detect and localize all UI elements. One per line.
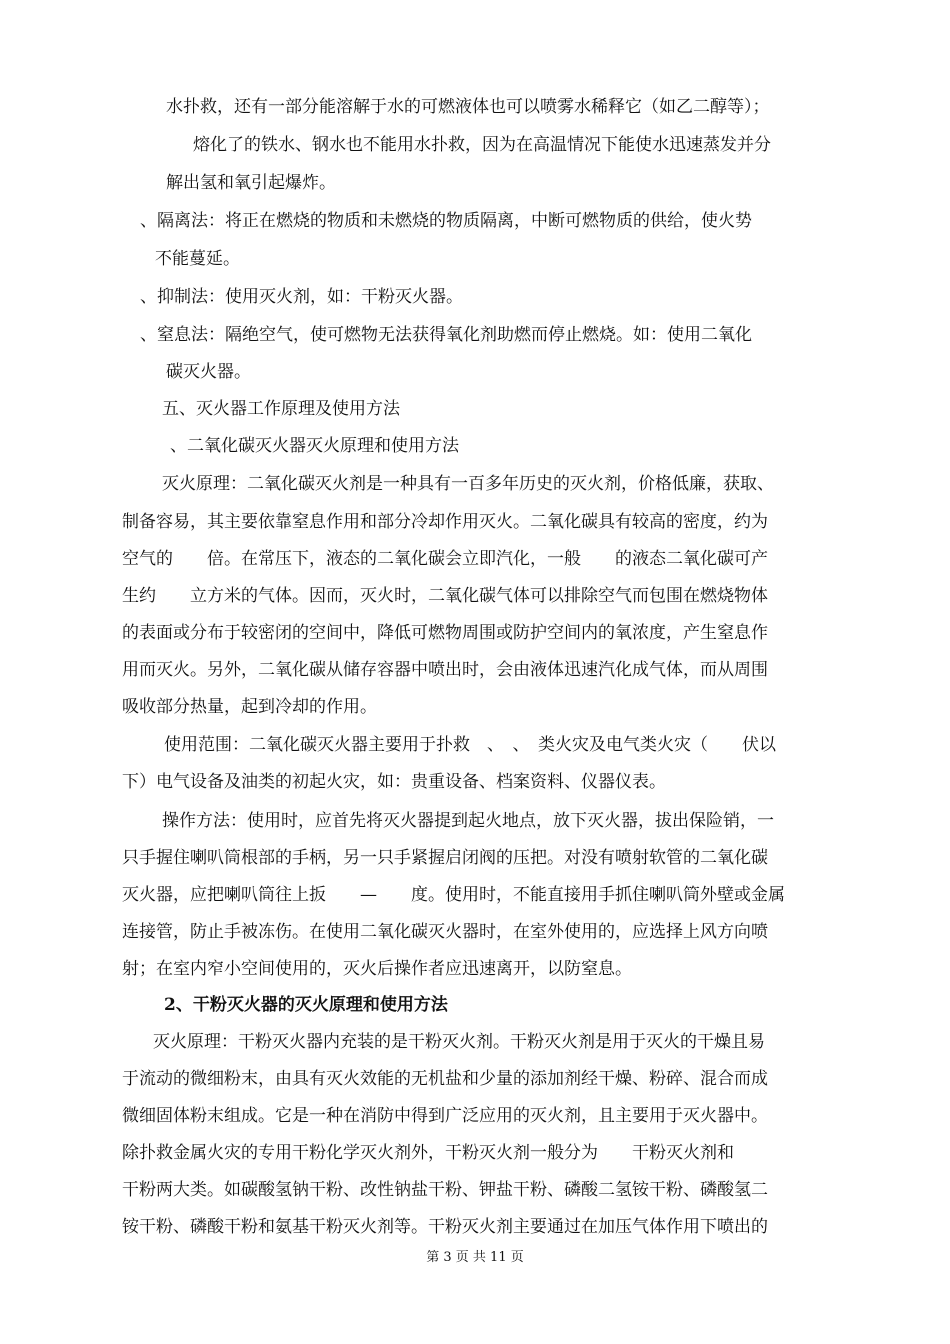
text-line: 灭火器，应把喇叭筒往上扳 — 度。使用时，不能直接用手抓住喇叭筒外壁或金属 (122, 885, 785, 905)
text-line: 除扑救金属火灾的专用干粉化学灭火剂外，干粉灭火剂一般分为 干粉灭火剂和 (122, 1143, 734, 1163)
text-line: 于流动的微细粉末，由具有灭火效能的无机盐和少量的添加剂经干燥、粉碎、混合而成 (122, 1069, 768, 1089)
text-line: 的表面或分布于较密闭的空间中，降低可燃物周围或防护空间内的氧浓度，产生窒息作 (122, 623, 768, 643)
text-line: 铵干粉、磷酸干粉和氨基干粉灭火剂等。干粉灭火剂主要通过在加压气体作用下喷出的 (122, 1217, 768, 1237)
text-line: 操作方法：使用时，应首先将灭火器提到起火地点，放下灭火器，拔出保险销，一 (162, 811, 774, 831)
text-line: 用而灭火。另外，二氧化碳从储存容器中喷出时，会由液体迅速汽化成气体，而从周围 (122, 660, 768, 680)
page-footer: 第 3 页 共 11 页 (426, 1250, 524, 1265)
text-line: 微细固体粉末组成。它是一种在消防中得到广泛应用的灭火剂，且主要用于灭火器中。 (122, 1106, 768, 1126)
subsection-heading: 、二氧化碳灭火器灭火原理和使用方法 (170, 436, 459, 456)
text-line: 解出氢和氧引起爆炸。 (166, 173, 336, 193)
text-line: 使用范围：二氧化碳灭火器主要用于扑救 、 、 类火灾及电气类火灾（ 伏以 (164, 735, 776, 755)
text-line: 灭火原理：二氧化碳灭火剂是一种具有一百多年历史的灭火剂，价格低廉，获取、 (162, 474, 774, 494)
text-line: 射；在室内窄小空间使用的，灭火后操作者应迅速离开，以防窒息。 (122, 959, 632, 979)
text-line: 熔化了的铁水、钢水也不能用水扑救，因为在高温情况下能使水迅速蒸发并分 (193, 135, 771, 155)
text-line: 空气的 倍。在常压下，液态的二氧化碳会立即汽化，一般 的液态二氧化碳可产 (122, 549, 768, 569)
text-line: 、窒息法：隔绝空气，使可燃物无法获得氧化剂助燃而停止燃烧。如：使用二氧化 (140, 325, 752, 345)
text-line: 连接管，防止手被冻伤。在使用二氧化碳灭火器时，在室外使用的，应选择上风方向喷 (122, 922, 768, 942)
subsection-heading: 2、干粉灭火器的灭火原理和使用方法 (164, 995, 448, 1015)
text-line: 生约 立方米的气体。因而，灭火时，二氧化碳气体可以排除空气而包围在燃烧物体 (122, 586, 768, 606)
text-line: 、隔离法：将正在燃烧的物质和未燃烧的物质隔离，中断可燃物质的供给，使火势 (140, 211, 752, 231)
section-heading: 五、灭火器工作原理及使用方法 (162, 399, 400, 419)
text-line: 干粉两大类。如碳酸氢钠干粉、改性钠盐干粉、钾盐干粉、磷酸二氢铵干粉、磷酸氢二 (122, 1180, 768, 1200)
text-line: 只手握住喇叭筒根部的手柄，另一只手紧握启闭阀的压把。对没有喷射软管的二氧化碳 (122, 848, 768, 868)
text-line: 水扑救，还有一部分能溶解于水的可燃液体也可以喷雾水稀释它（如乙二醇等）； (166, 97, 770, 117)
text-line: 碳灭火器。 (166, 362, 251, 382)
text-line: 灭火原理：干粉灭火器内充装的是干粉灭火剂。干粉灭火剂是用于灭火的干燥且易 (153, 1032, 765, 1052)
text-line: 下）电气设备及油类的初起火灾，如：贵重设备、档案资料、仪器仪表。 (122, 772, 666, 792)
text-line: 制备容易，其主要依靠窒息作用和部分冷却作用灭火。二氧化碳具有较高的密度，约为 (122, 512, 768, 532)
text-line: 不能蔓延。 (155, 249, 240, 269)
text-line: 、抑制法：使用灭火剂，如：干粉灭火器。 (140, 287, 463, 307)
text-line: 吸收部分热量，起到冷却的作用。 (122, 697, 377, 717)
